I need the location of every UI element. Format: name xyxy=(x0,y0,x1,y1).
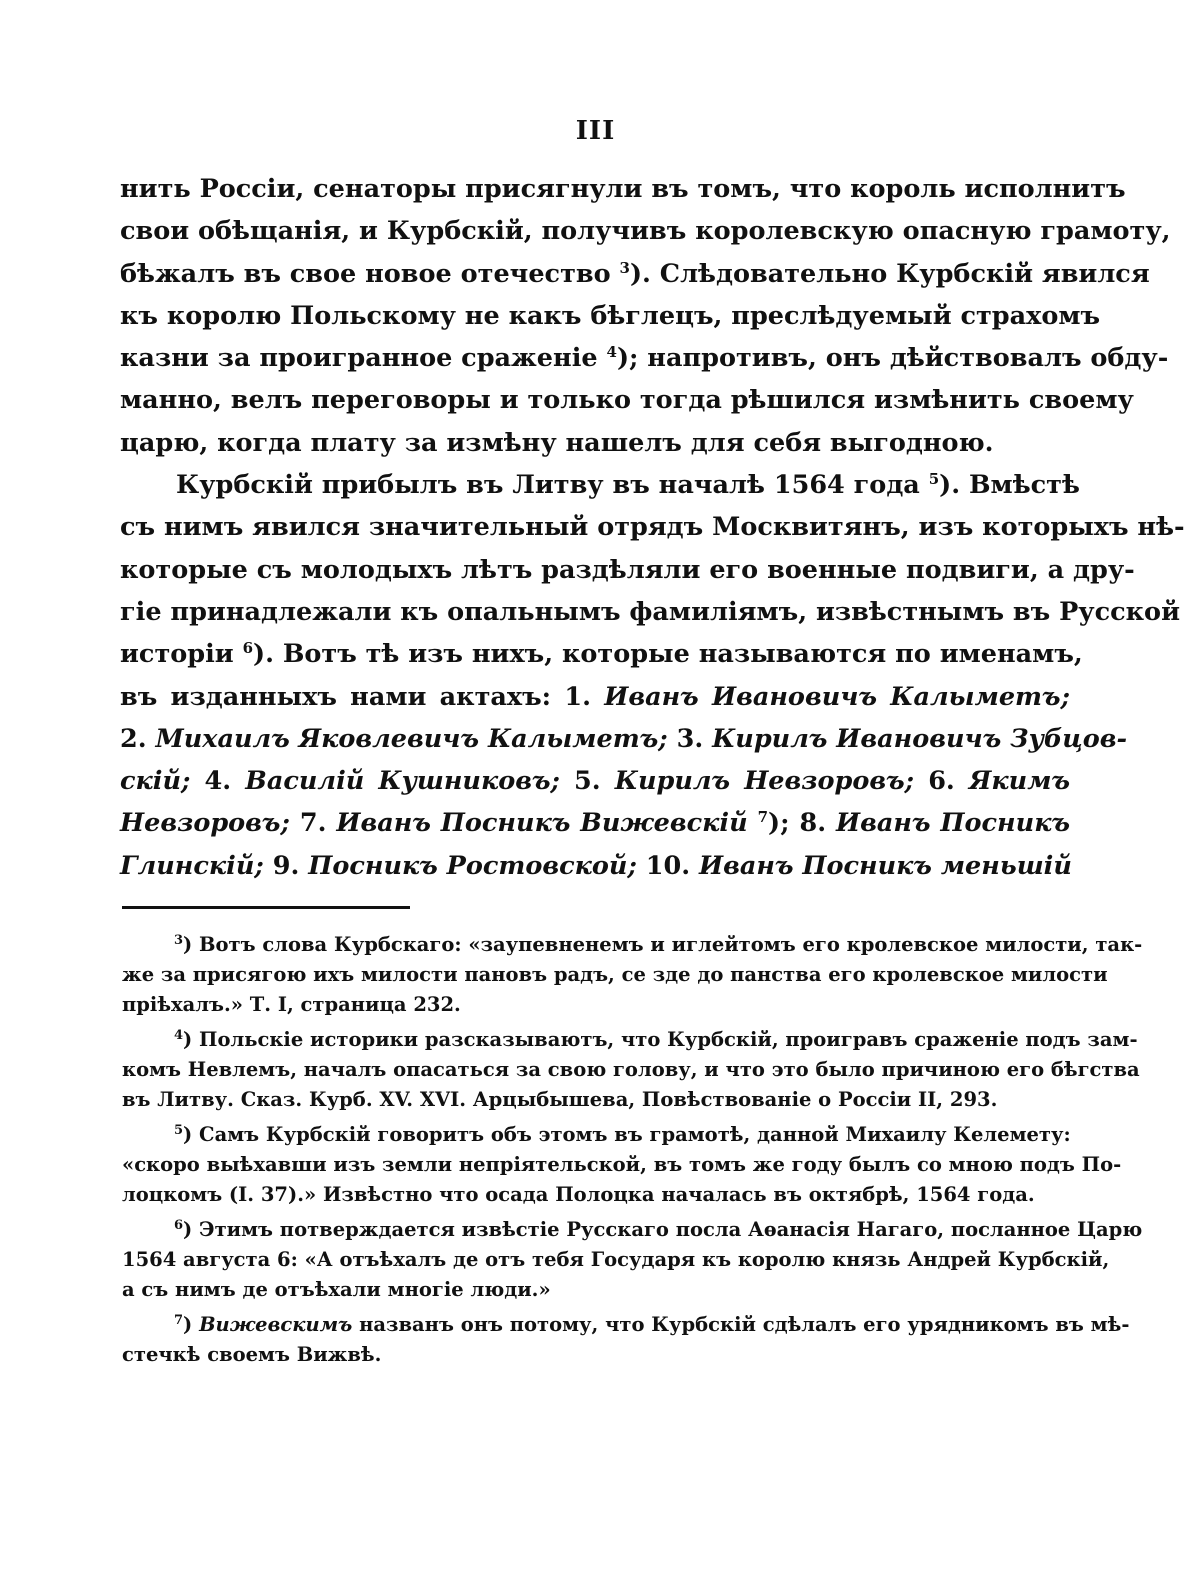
text-line: 2. Михаилъ Яковлевичъ Калыметъ; 3. Кирилъ Ивановичъ Зубцов- xyxy=(120,723,1128,754)
footnote-number: 4 xyxy=(174,1028,184,1043)
text-line: гіе принадлежали къ опальнымъ фамиліямъ, извѣстнымъ въ Русской xyxy=(120,596,1180,627)
text-line: свои обѣщанія, и Курбскій, получивъ королевскую опасную грамоту, xyxy=(120,216,1171,247)
text-line: въ изданныхъ нами актахъ: 1. Иванъ Ивановичъ Калыметъ; xyxy=(120,681,1070,712)
footnote-line: лоцкомъ (I. 37).» Извѣстно что осада Полоцка началась въ октябрѣ, 1564 года. xyxy=(122,1183,1035,1206)
text-line: Невзоровъ; 7. Иванъ Посникъ Вижевскій $^7$); 8. Иванъ Посникъ xyxy=(120,808,1070,839)
footnote-line: $^7$) Вижевскимъ названъ онъ потому, что Курбскій сдѣлалъ его урядникомъ въ мѣ- xyxy=(174,1313,1130,1336)
text-line: Курбскій прибылъ въ Литву въ началѣ 1564 года $^5$). Вмѣстѣ xyxy=(176,470,1080,501)
footnote-ref: 7 xyxy=(757,808,769,827)
footnote-line: $^3$) Вотъ слова Курбскаго: «заупевненемъ и иглейтомъ его кролевское милости, так- xyxy=(174,933,1143,956)
footnote-7 xyxy=(122,1310,1130,1370)
text-line: къ королю Польскому не какъ бѣглецъ, преслѣдуемый страхомъ xyxy=(120,300,1101,331)
text-line: манно, велъ переговоры и только тогда рѣшился измѣнить своему xyxy=(120,385,1134,416)
footnote-3 xyxy=(122,930,1143,1020)
footnote-ref: 3 xyxy=(619,258,630,277)
footnote-line: комъ Невлемъ, началъ опасаться за свою голову, и что это было причиною его бѣгства xyxy=(122,1058,1140,1081)
footnote-line: «скоро выѣхавши изъ земли непріятельской, въ томъ же году былъ со мною подъ По- xyxy=(122,1153,1122,1176)
text-line: бѣжалъ въ свое новое отечество $^3$). Слѣдовательно Курбскій явился xyxy=(120,258,1150,289)
footnote-number: 6 xyxy=(174,1218,184,1233)
text-line: нить Россіи, сенаторы присягнули въ томъ, что король исполнитъ xyxy=(120,174,1126,204)
footnote-line: же за присягою ихъ милости пановъ радъ, се зде до панства его кролевское милости xyxy=(122,963,1108,986)
main-text xyxy=(120,168,1185,887)
footnote-line: пріѣхалъ.» Т. I, страница 232. xyxy=(122,993,461,1016)
footnote-line: въ Литву. Сказ. Курб. XV. XVI. Арцыбышева, Повѣствованіе о Россіи II, 293. xyxy=(122,1088,998,1111)
footnote-ref: 6 xyxy=(242,639,254,658)
footnotes xyxy=(122,930,1143,1370)
text-line: которые съ молодыхъ лѣтъ раздѣляли его военные подвиги, а дру- xyxy=(120,554,1135,585)
footnote-5 xyxy=(122,1120,1122,1210)
text-line: казни за проигранное сраженіе $^4$); напротивъ, онъ дѣйствовалъ обду- xyxy=(120,343,1169,374)
text-line: царю, когда плату за измѣну нашелъ для себя выгодною. xyxy=(120,427,994,458)
footnote-line: а съ нимъ де отъѣхали многіе люди.» xyxy=(122,1278,551,1301)
page-number: III xyxy=(575,116,616,146)
text-line: Глинскій; 9. Посникъ Ростовской; 10. Иванъ Посникъ меньшій xyxy=(120,850,1072,881)
footnote-number: 7 xyxy=(174,1313,184,1328)
footnote-line: $^4$) Польскіе историки разсказываютъ, что Курбскій, проигравъ сраженіе подъ зам- xyxy=(174,1028,1138,1051)
footnote-6 xyxy=(122,1215,1143,1305)
text-line: съ нимъ явился значительный отрядъ Москвитянъ, изъ которыхъ нѣ- xyxy=(120,512,1185,543)
text-line: исторіи $^6$). Вотъ тѣ изъ нихъ, которые называются по именамъ, xyxy=(120,639,1083,670)
footnote-number: 5 xyxy=(174,1123,184,1138)
footnote-line: $^5$) Самъ Курбскій говоритъ объ этомъ въ грамотѣ, данной Михаилу Келемету: xyxy=(174,1123,1071,1146)
footnote-4 xyxy=(122,1025,1140,1115)
footnote-ref: 5 xyxy=(928,470,940,489)
text-line: скій; 4. Василій Кушниковъ; 5. Кирилъ Невзоровъ; 6. Якимъ xyxy=(120,766,1070,797)
footnote-line: $^6$) Этимъ потверждается извѣстіе Русскаго посла Аѳанасія Нагаго, посланное Царю xyxy=(174,1218,1143,1241)
footnote-line: 1564 августа 6: «А отъѣхалъ де отъ тебя Государя къ королю князь Андрей Курбскій, xyxy=(122,1248,1110,1271)
footnote-divider xyxy=(122,906,410,909)
footnote-number: 3 xyxy=(174,933,184,948)
footnote-line: стечкѣ своемъ Вижвѣ. xyxy=(122,1343,382,1366)
footnote-ref: 4 xyxy=(606,343,617,362)
